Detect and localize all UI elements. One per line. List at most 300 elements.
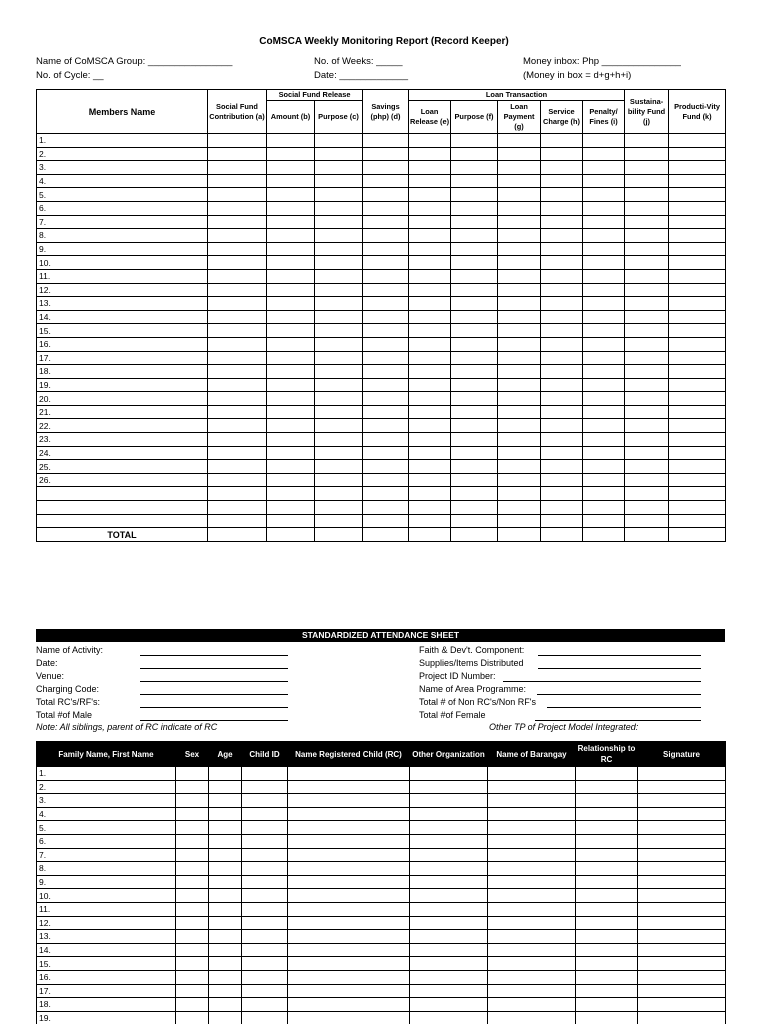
entry-cell[interactable] xyxy=(209,875,242,889)
entry-cell[interactable] xyxy=(451,514,498,528)
member-name-cell[interactable]: 20. xyxy=(37,392,208,406)
entry-cell[interactable] xyxy=(488,930,576,944)
entry-cell[interactable] xyxy=(208,324,267,338)
attendee-name-cell[interactable]: 13. xyxy=(37,930,176,944)
entry-cell[interactable] xyxy=(242,875,288,889)
entry-cell[interactable] xyxy=(498,514,541,528)
entry-cell[interactable] xyxy=(410,875,488,889)
entry-cell[interactable] xyxy=(242,916,288,930)
member-name-cell[interactable]: 5. xyxy=(37,188,208,202)
entry-cell[interactable] xyxy=(288,780,410,794)
attendee-name-cell[interactable]: 6. xyxy=(37,834,176,848)
entry-cell[interactable] xyxy=(242,943,288,957)
entry-cell[interactable] xyxy=(208,269,267,283)
entry-cell[interactable] xyxy=(488,875,576,889)
field-blank-line[interactable] xyxy=(140,684,288,695)
entry-cell[interactable] xyxy=(242,957,288,971)
entry-cell[interactable] xyxy=(208,310,267,324)
entry-cell[interactable] xyxy=(498,134,541,148)
entry-cell[interactable] xyxy=(242,902,288,916)
entry-cell[interactable] xyxy=(315,392,363,406)
entry-cell[interactable] xyxy=(209,834,242,848)
entry-cell[interactable] xyxy=(315,147,363,161)
entry-cell[interactable] xyxy=(625,134,669,148)
entry-cell[interactable] xyxy=(315,365,363,379)
entry-cell[interactable] xyxy=(498,433,541,447)
entry-cell[interactable] xyxy=(176,984,209,998)
entry-cell[interactable] xyxy=(409,378,451,392)
entry-cell[interactable] xyxy=(363,392,409,406)
entry-cell[interactable] xyxy=(576,821,638,835)
entry-cell[interactable] xyxy=(267,201,315,215)
member-name-cell[interactable]: 21. xyxy=(37,405,208,419)
entry-cell[interactable] xyxy=(315,161,363,175)
entry-cell[interactable] xyxy=(541,392,583,406)
entry-cell[interactable] xyxy=(638,943,726,957)
entry-cell[interactable] xyxy=(638,930,726,944)
total-cell[interactable] xyxy=(498,528,541,542)
entry-cell[interactable] xyxy=(409,242,451,256)
entry-cell[interactable] xyxy=(410,957,488,971)
field-blank-line[interactable] xyxy=(547,697,701,708)
entry-cell[interactable] xyxy=(208,215,267,229)
entry-cell[interactable] xyxy=(242,970,288,984)
entry-cell[interactable] xyxy=(625,324,669,338)
member-name-cell[interactable]: 22. xyxy=(37,419,208,433)
entry-cell[interactable] xyxy=(541,351,583,365)
entry-cell[interactable] xyxy=(669,473,726,487)
entry-cell[interactable] xyxy=(315,419,363,433)
entry-cell[interactable] xyxy=(498,351,541,365)
entry-cell[interactable] xyxy=(541,337,583,351)
entry-cell[interactable] xyxy=(410,943,488,957)
entry-cell[interactable] xyxy=(315,269,363,283)
entry-cell[interactable] xyxy=(409,310,451,324)
entry-cell[interactable] xyxy=(669,256,726,270)
attendee-name-cell[interactable]: 19. xyxy=(37,1011,176,1024)
entry-cell[interactable] xyxy=(242,889,288,903)
entry-cell[interactable] xyxy=(242,834,288,848)
entry-cell[interactable] xyxy=(576,807,638,821)
entry-cell[interactable] xyxy=(498,460,541,474)
entry-cell[interactable] xyxy=(208,256,267,270)
entry-cell[interactable] xyxy=(576,957,638,971)
entry-cell[interactable] xyxy=(669,283,726,297)
member-name-cell[interactable] xyxy=(37,487,208,501)
entry-cell[interactable] xyxy=(625,161,669,175)
entry-cell[interactable] xyxy=(669,446,726,460)
entry-cell[interactable] xyxy=(541,501,583,515)
member-name-cell[interactable]: 1. xyxy=(37,134,208,148)
entry-cell[interactable] xyxy=(209,807,242,821)
entry-cell[interactable] xyxy=(363,256,409,270)
entry-cell[interactable] xyxy=(363,229,409,243)
entry-cell[interactable] xyxy=(208,188,267,202)
entry-cell[interactable] xyxy=(488,943,576,957)
entry-cell[interactable] xyxy=(409,351,451,365)
entry-cell[interactable] xyxy=(625,174,669,188)
entry-cell[interactable] xyxy=(208,174,267,188)
entry-cell[interactable] xyxy=(176,970,209,984)
member-name-cell[interactable]: 10. xyxy=(37,256,208,270)
entry-cell[interactable] xyxy=(541,297,583,311)
total-cell[interactable] xyxy=(541,528,583,542)
entry-cell[interactable] xyxy=(576,889,638,903)
entry-cell[interactable] xyxy=(363,514,409,528)
entry-cell[interactable] xyxy=(583,310,625,324)
entry-cell[interactable] xyxy=(315,378,363,392)
entry-cell[interactable] xyxy=(208,229,267,243)
entry-cell[interactable] xyxy=(488,902,576,916)
entry-cell[interactable] xyxy=(498,392,541,406)
entry-cell[interactable] xyxy=(541,378,583,392)
entry-cell[interactable] xyxy=(363,161,409,175)
entry-cell[interactable] xyxy=(625,269,669,283)
entry-cell[interactable] xyxy=(625,256,669,270)
field-blank-line[interactable] xyxy=(538,645,701,656)
entry-cell[interactable] xyxy=(638,984,726,998)
attendee-name-cell[interactable]: 17. xyxy=(37,984,176,998)
entry-cell[interactable] xyxy=(541,419,583,433)
entry-cell[interactable] xyxy=(576,875,638,889)
entry-cell[interactable] xyxy=(669,514,726,528)
entry-cell[interactable] xyxy=(583,283,625,297)
entry-cell[interactable] xyxy=(625,487,669,501)
entry-cell[interactable] xyxy=(267,501,315,515)
entry-cell[interactable] xyxy=(451,460,498,474)
entry-cell[interactable] xyxy=(288,943,410,957)
entry-cell[interactable] xyxy=(576,916,638,930)
entry-cell[interactable] xyxy=(315,242,363,256)
entry-cell[interactable] xyxy=(638,916,726,930)
entry-cell[interactable] xyxy=(267,433,315,447)
entry-cell[interactable] xyxy=(176,862,209,876)
entry-cell[interactable] xyxy=(208,201,267,215)
entry-cell[interactable] xyxy=(488,848,576,862)
entry-cell[interactable] xyxy=(409,392,451,406)
entry-cell[interactable] xyxy=(625,514,669,528)
entry-cell[interactable] xyxy=(409,297,451,311)
entry-cell[interactable] xyxy=(583,446,625,460)
entry-cell[interactable] xyxy=(288,807,410,821)
entry-cell[interactable] xyxy=(267,473,315,487)
entry-cell[interactable] xyxy=(208,446,267,460)
entry-cell[interactable] xyxy=(488,984,576,998)
entry-cell[interactable] xyxy=(541,134,583,148)
member-name-cell[interactable]: 3. xyxy=(37,161,208,175)
entry-cell[interactable] xyxy=(209,821,242,835)
entry-cell[interactable] xyxy=(669,405,726,419)
entry-cell[interactable] xyxy=(625,501,669,515)
entry-cell[interactable] xyxy=(583,324,625,338)
entry-cell[interactable] xyxy=(541,201,583,215)
attendee-name-cell[interactable]: 8. xyxy=(37,862,176,876)
entry-cell[interactable] xyxy=(409,188,451,202)
entry-cell[interactable] xyxy=(363,378,409,392)
entry-cell[interactable] xyxy=(363,337,409,351)
entry-cell[interactable] xyxy=(669,269,726,283)
entry-cell[interactable] xyxy=(208,134,267,148)
attendee-name-cell[interactable]: 4. xyxy=(37,807,176,821)
entry-cell[interactable] xyxy=(638,862,726,876)
entry-cell[interactable] xyxy=(638,957,726,971)
entry-cell[interactable] xyxy=(625,378,669,392)
entry-cell[interactable] xyxy=(625,365,669,379)
total-cell[interactable] xyxy=(583,528,625,542)
entry-cell[interactable] xyxy=(409,147,451,161)
entry-cell[interactable] xyxy=(576,930,638,944)
entry-cell[interactable] xyxy=(209,794,242,808)
entry-cell[interactable] xyxy=(315,310,363,324)
entry-cell[interactable] xyxy=(583,134,625,148)
entry-cell[interactable] xyxy=(451,201,498,215)
entry-cell[interactable] xyxy=(209,916,242,930)
entry-cell[interactable] xyxy=(288,889,410,903)
entry-cell[interactable] xyxy=(409,487,451,501)
entry-cell[interactable] xyxy=(451,351,498,365)
entry-cell[interactable] xyxy=(576,984,638,998)
entry-cell[interactable] xyxy=(669,297,726,311)
entry-cell[interactable] xyxy=(410,794,488,808)
entry-cell[interactable] xyxy=(669,351,726,365)
entry-cell[interactable] xyxy=(583,405,625,419)
entry-cell[interactable] xyxy=(583,215,625,229)
entry-cell[interactable] xyxy=(409,134,451,148)
entry-cell[interactable] xyxy=(576,943,638,957)
entry-cell[interactable] xyxy=(176,767,209,781)
entry-cell[interactable] xyxy=(451,433,498,447)
entry-cell[interactable] xyxy=(242,780,288,794)
entry-cell[interactable] xyxy=(267,256,315,270)
entry-cell[interactable] xyxy=(498,365,541,379)
entry-cell[interactable] xyxy=(451,419,498,433)
entry-cell[interactable] xyxy=(176,848,209,862)
entry-cell[interactable] xyxy=(451,337,498,351)
entry-cell[interactable] xyxy=(208,147,267,161)
entry-cell[interactable] xyxy=(638,821,726,835)
entry-cell[interactable] xyxy=(583,473,625,487)
entry-cell[interactable] xyxy=(209,889,242,903)
entry-cell[interactable] xyxy=(576,970,638,984)
member-name-cell[interactable] xyxy=(37,501,208,515)
member-name-cell[interactable] xyxy=(37,514,208,528)
entry-cell[interactable] xyxy=(315,351,363,365)
entry-cell[interactable] xyxy=(541,242,583,256)
entry-cell[interactable] xyxy=(288,862,410,876)
entry-cell[interactable] xyxy=(498,283,541,297)
entry-cell[interactable] xyxy=(669,433,726,447)
entry-cell[interactable] xyxy=(638,767,726,781)
entry-cell[interactable] xyxy=(267,188,315,202)
entry-cell[interactable] xyxy=(208,365,267,379)
entry-cell[interactable] xyxy=(541,433,583,447)
entry-cell[interactable] xyxy=(208,433,267,447)
entry-cell[interactable] xyxy=(451,174,498,188)
entry-cell[interactable] xyxy=(267,324,315,338)
entry-cell[interactable] xyxy=(451,405,498,419)
entry-cell[interactable] xyxy=(288,848,410,862)
entry-cell[interactable] xyxy=(625,188,669,202)
entry-cell[interactable] xyxy=(669,378,726,392)
entry-cell[interactable] xyxy=(451,324,498,338)
entry-cell[interactable] xyxy=(669,229,726,243)
member-name-cell[interactable]: 6. xyxy=(37,201,208,215)
entry-cell[interactable] xyxy=(315,188,363,202)
entry-cell[interactable] xyxy=(267,337,315,351)
entry-cell[interactable] xyxy=(208,161,267,175)
entry-cell[interactable] xyxy=(209,943,242,957)
entry-cell[interactable] xyxy=(288,916,410,930)
entry-cell[interactable] xyxy=(363,433,409,447)
entry-cell[interactable] xyxy=(176,1011,209,1024)
entry-cell[interactable] xyxy=(288,834,410,848)
entry-cell[interactable] xyxy=(363,242,409,256)
member-name-cell[interactable]: 17. xyxy=(37,351,208,365)
entry-cell[interactable] xyxy=(541,487,583,501)
field-blank-line[interactable] xyxy=(140,710,288,721)
entry-cell[interactable] xyxy=(363,215,409,229)
entry-cell[interactable] xyxy=(409,460,451,474)
entry-cell[interactable] xyxy=(176,834,209,848)
entry-cell[interactable] xyxy=(410,984,488,998)
entry-cell[interactable] xyxy=(576,848,638,862)
entry-cell[interactable] xyxy=(498,174,541,188)
member-name-cell[interactable]: 18. xyxy=(37,365,208,379)
entry-cell[interactable] xyxy=(583,174,625,188)
entry-cell[interactable] xyxy=(498,201,541,215)
entry-cell[interactable] xyxy=(625,446,669,460)
entry-cell[interactable] xyxy=(409,337,451,351)
entry-cell[interactable] xyxy=(363,351,409,365)
entry-cell[interactable] xyxy=(625,419,669,433)
entry-cell[interactable] xyxy=(451,283,498,297)
entry-cell[interactable] xyxy=(288,902,410,916)
entry-cell[interactable] xyxy=(267,161,315,175)
entry-cell[interactable] xyxy=(488,862,576,876)
entry-cell[interactable] xyxy=(267,446,315,460)
entry-cell[interactable] xyxy=(208,473,267,487)
entry-cell[interactable] xyxy=(409,161,451,175)
entry-cell[interactable] xyxy=(583,337,625,351)
entry-cell[interactable] xyxy=(669,242,726,256)
entry-cell[interactable] xyxy=(363,269,409,283)
entry-cell[interactable] xyxy=(363,201,409,215)
entry-cell[interactable] xyxy=(625,215,669,229)
entry-cell[interactable] xyxy=(409,256,451,270)
entry-cell[interactable] xyxy=(669,310,726,324)
entry-cell[interactable] xyxy=(669,188,726,202)
entry-cell[interactable] xyxy=(498,473,541,487)
entry-cell[interactable] xyxy=(576,862,638,876)
entry-cell[interactable] xyxy=(315,229,363,243)
entry-cell[interactable] xyxy=(288,767,410,781)
entry-cell[interactable] xyxy=(410,970,488,984)
entry-cell[interactable] xyxy=(208,283,267,297)
entry-cell[interactable] xyxy=(669,460,726,474)
entry-cell[interactable] xyxy=(541,365,583,379)
entry-cell[interactable] xyxy=(451,134,498,148)
entry-cell[interactable] xyxy=(209,780,242,794)
entry-cell[interactable] xyxy=(208,392,267,406)
member-name-cell[interactable]: 7. xyxy=(37,215,208,229)
entry-cell[interactable] xyxy=(409,229,451,243)
entry-cell[interactable] xyxy=(625,297,669,311)
entry-cell[interactable] xyxy=(488,957,576,971)
entry-cell[interactable] xyxy=(242,848,288,862)
entry-cell[interactable] xyxy=(242,821,288,835)
entry-cell[interactable] xyxy=(315,446,363,460)
entry-cell[interactable] xyxy=(451,215,498,229)
entry-cell[interactable] xyxy=(315,297,363,311)
entry-cell[interactable] xyxy=(541,147,583,161)
entry-cell[interactable] xyxy=(583,242,625,256)
entry-cell[interactable] xyxy=(363,283,409,297)
entry-cell[interactable] xyxy=(288,998,410,1012)
field-blank-line[interactable] xyxy=(140,697,288,708)
entry-cell[interactable] xyxy=(363,446,409,460)
entry-cell[interactable] xyxy=(638,970,726,984)
entry-cell[interactable] xyxy=(488,794,576,808)
entry-cell[interactable] xyxy=(583,351,625,365)
entry-cell[interactable] xyxy=(267,365,315,379)
entry-cell[interactable] xyxy=(541,324,583,338)
entry-cell[interactable] xyxy=(669,324,726,338)
entry-cell[interactable] xyxy=(209,998,242,1012)
entry-cell[interactable] xyxy=(541,446,583,460)
field-blank-line[interactable] xyxy=(140,645,288,656)
member-name-cell[interactable]: 23. xyxy=(37,433,208,447)
entry-cell[interactable] xyxy=(363,460,409,474)
entry-cell[interactable] xyxy=(625,310,669,324)
entry-cell[interactable] xyxy=(410,862,488,876)
entry-cell[interactable] xyxy=(315,433,363,447)
entry-cell[interactable] xyxy=(363,487,409,501)
entry-cell[interactable] xyxy=(410,780,488,794)
entry-cell[interactable] xyxy=(409,473,451,487)
entry-cell[interactable] xyxy=(451,297,498,311)
entry-cell[interactable] xyxy=(176,916,209,930)
entry-cell[interactable] xyxy=(625,405,669,419)
entry-cell[interactable] xyxy=(363,134,409,148)
member-name-cell[interactable]: 12. xyxy=(37,283,208,297)
entry-cell[interactable] xyxy=(625,460,669,474)
entry-cell[interactable] xyxy=(498,419,541,433)
entry-cell[interactable] xyxy=(409,514,451,528)
entry-cell[interactable] xyxy=(208,514,267,528)
entry-cell[interactable] xyxy=(208,297,267,311)
entry-cell[interactable] xyxy=(576,998,638,1012)
member-name-cell[interactable]: 19. xyxy=(37,378,208,392)
entry-cell[interactable] xyxy=(267,297,315,311)
entry-cell[interactable] xyxy=(363,297,409,311)
total-cell[interactable] xyxy=(267,528,315,542)
member-name-cell[interactable]: 26. xyxy=(37,473,208,487)
attendee-name-cell[interactable]: 5. xyxy=(37,821,176,835)
total-cell[interactable] xyxy=(208,528,267,542)
member-name-cell[interactable]: 2. xyxy=(37,147,208,161)
entry-cell[interactable] xyxy=(315,514,363,528)
entry-cell[interactable] xyxy=(625,351,669,365)
entry-cell[interactable] xyxy=(638,875,726,889)
entry-cell[interactable] xyxy=(409,283,451,297)
entry-cell[interactable] xyxy=(583,297,625,311)
entry-cell[interactable] xyxy=(638,902,726,916)
entry-cell[interactable] xyxy=(209,1011,242,1024)
entry-cell[interactable] xyxy=(410,821,488,835)
attendee-name-cell[interactable]: 15. xyxy=(37,957,176,971)
attendee-name-cell[interactable]: 11. xyxy=(37,902,176,916)
entry-cell[interactable] xyxy=(451,161,498,175)
